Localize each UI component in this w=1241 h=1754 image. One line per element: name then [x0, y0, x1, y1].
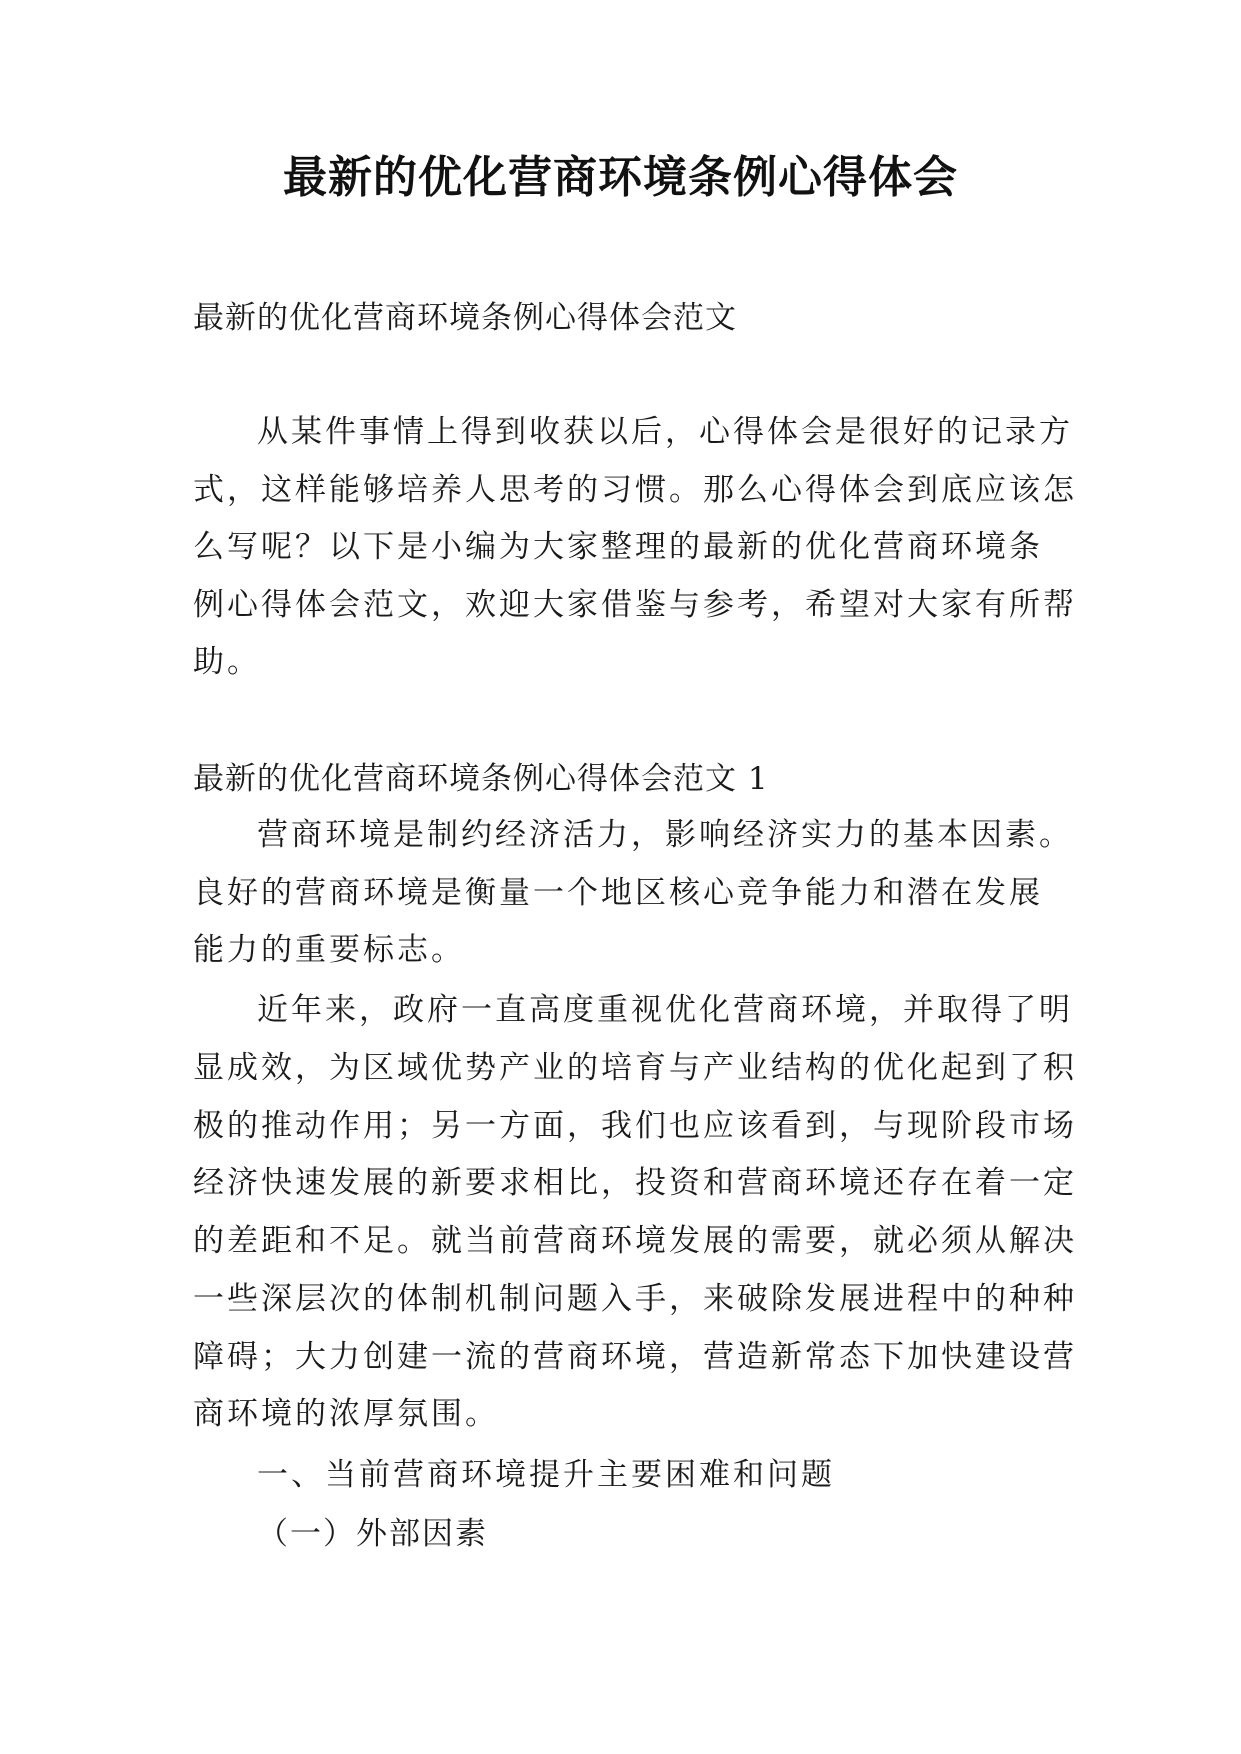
- paragraph-line: 障碍；大力创建一流的营商环境，营造新常态下加快建设营: [193, 1339, 1077, 1375]
- paragraph-line: 极的推动作用；另一方面，我们也应该看到，与现阶段市场: [193, 1108, 1077, 1144]
- intro-line: 么写呢？以下是小编为大家整理的最新的优化营商环境条: [193, 529, 1043, 565]
- paragraph-line: 能力的重要标志。: [193, 932, 465, 968]
- document-title: 最新的优化营商环境条例心得体会: [283, 152, 958, 203]
- intro-line: 例心得体会范文，欢迎大家借鉴与参考，希望对大家有所帮: [193, 587, 1077, 623]
- paragraph-line: 商环境的浓厚氛围。: [193, 1396, 499, 1432]
- section-heading: 最新的优化营商环境条例心得体会范文 1: [193, 761, 769, 797]
- paragraph-line: 一些深层次的体制机制问题入手，来破除发展进程中的种种: [193, 1281, 1077, 1317]
- paragraph-line: 营商环境是制约经济活力，影响经济实力的基本因素。: [257, 817, 1073, 853]
- intro-line: 从某件事情上得到收获以后，心得体会是很好的记录方: [257, 414, 1073, 450]
- document-subtitle: 最新的优化营商环境条例心得体会范文: [193, 300, 737, 336]
- intro-line: 式，这样能够培养人思考的习惯。那么心得体会到底应该怎: [193, 472, 1077, 508]
- outline-heading: 一、当前营商环境提升主要困难和问题: [257, 1457, 835, 1493]
- paragraph-line: 的差距和不足。就当前营商环境发展的需要，就必须从解决: [193, 1223, 1077, 1259]
- paragraph-line: 近年来，政府一直高度重视优化营商环境，并取得了明: [257, 992, 1073, 1028]
- paragraph-line: 显成效，为区域优势产业的培育与产业结构的优化起到了积: [193, 1050, 1077, 1086]
- paragraph-line: 良好的营商环境是衡量一个地区核心竞争能力和潜在发展: [193, 875, 1043, 911]
- intro-line: 助。: [193, 644, 261, 680]
- outline-subheading: （一）外部因素: [257, 1516, 488, 1552]
- paragraph-line: 经济快速发展的新要求相比，投资和营商环境还存在着一定: [193, 1165, 1077, 1201]
